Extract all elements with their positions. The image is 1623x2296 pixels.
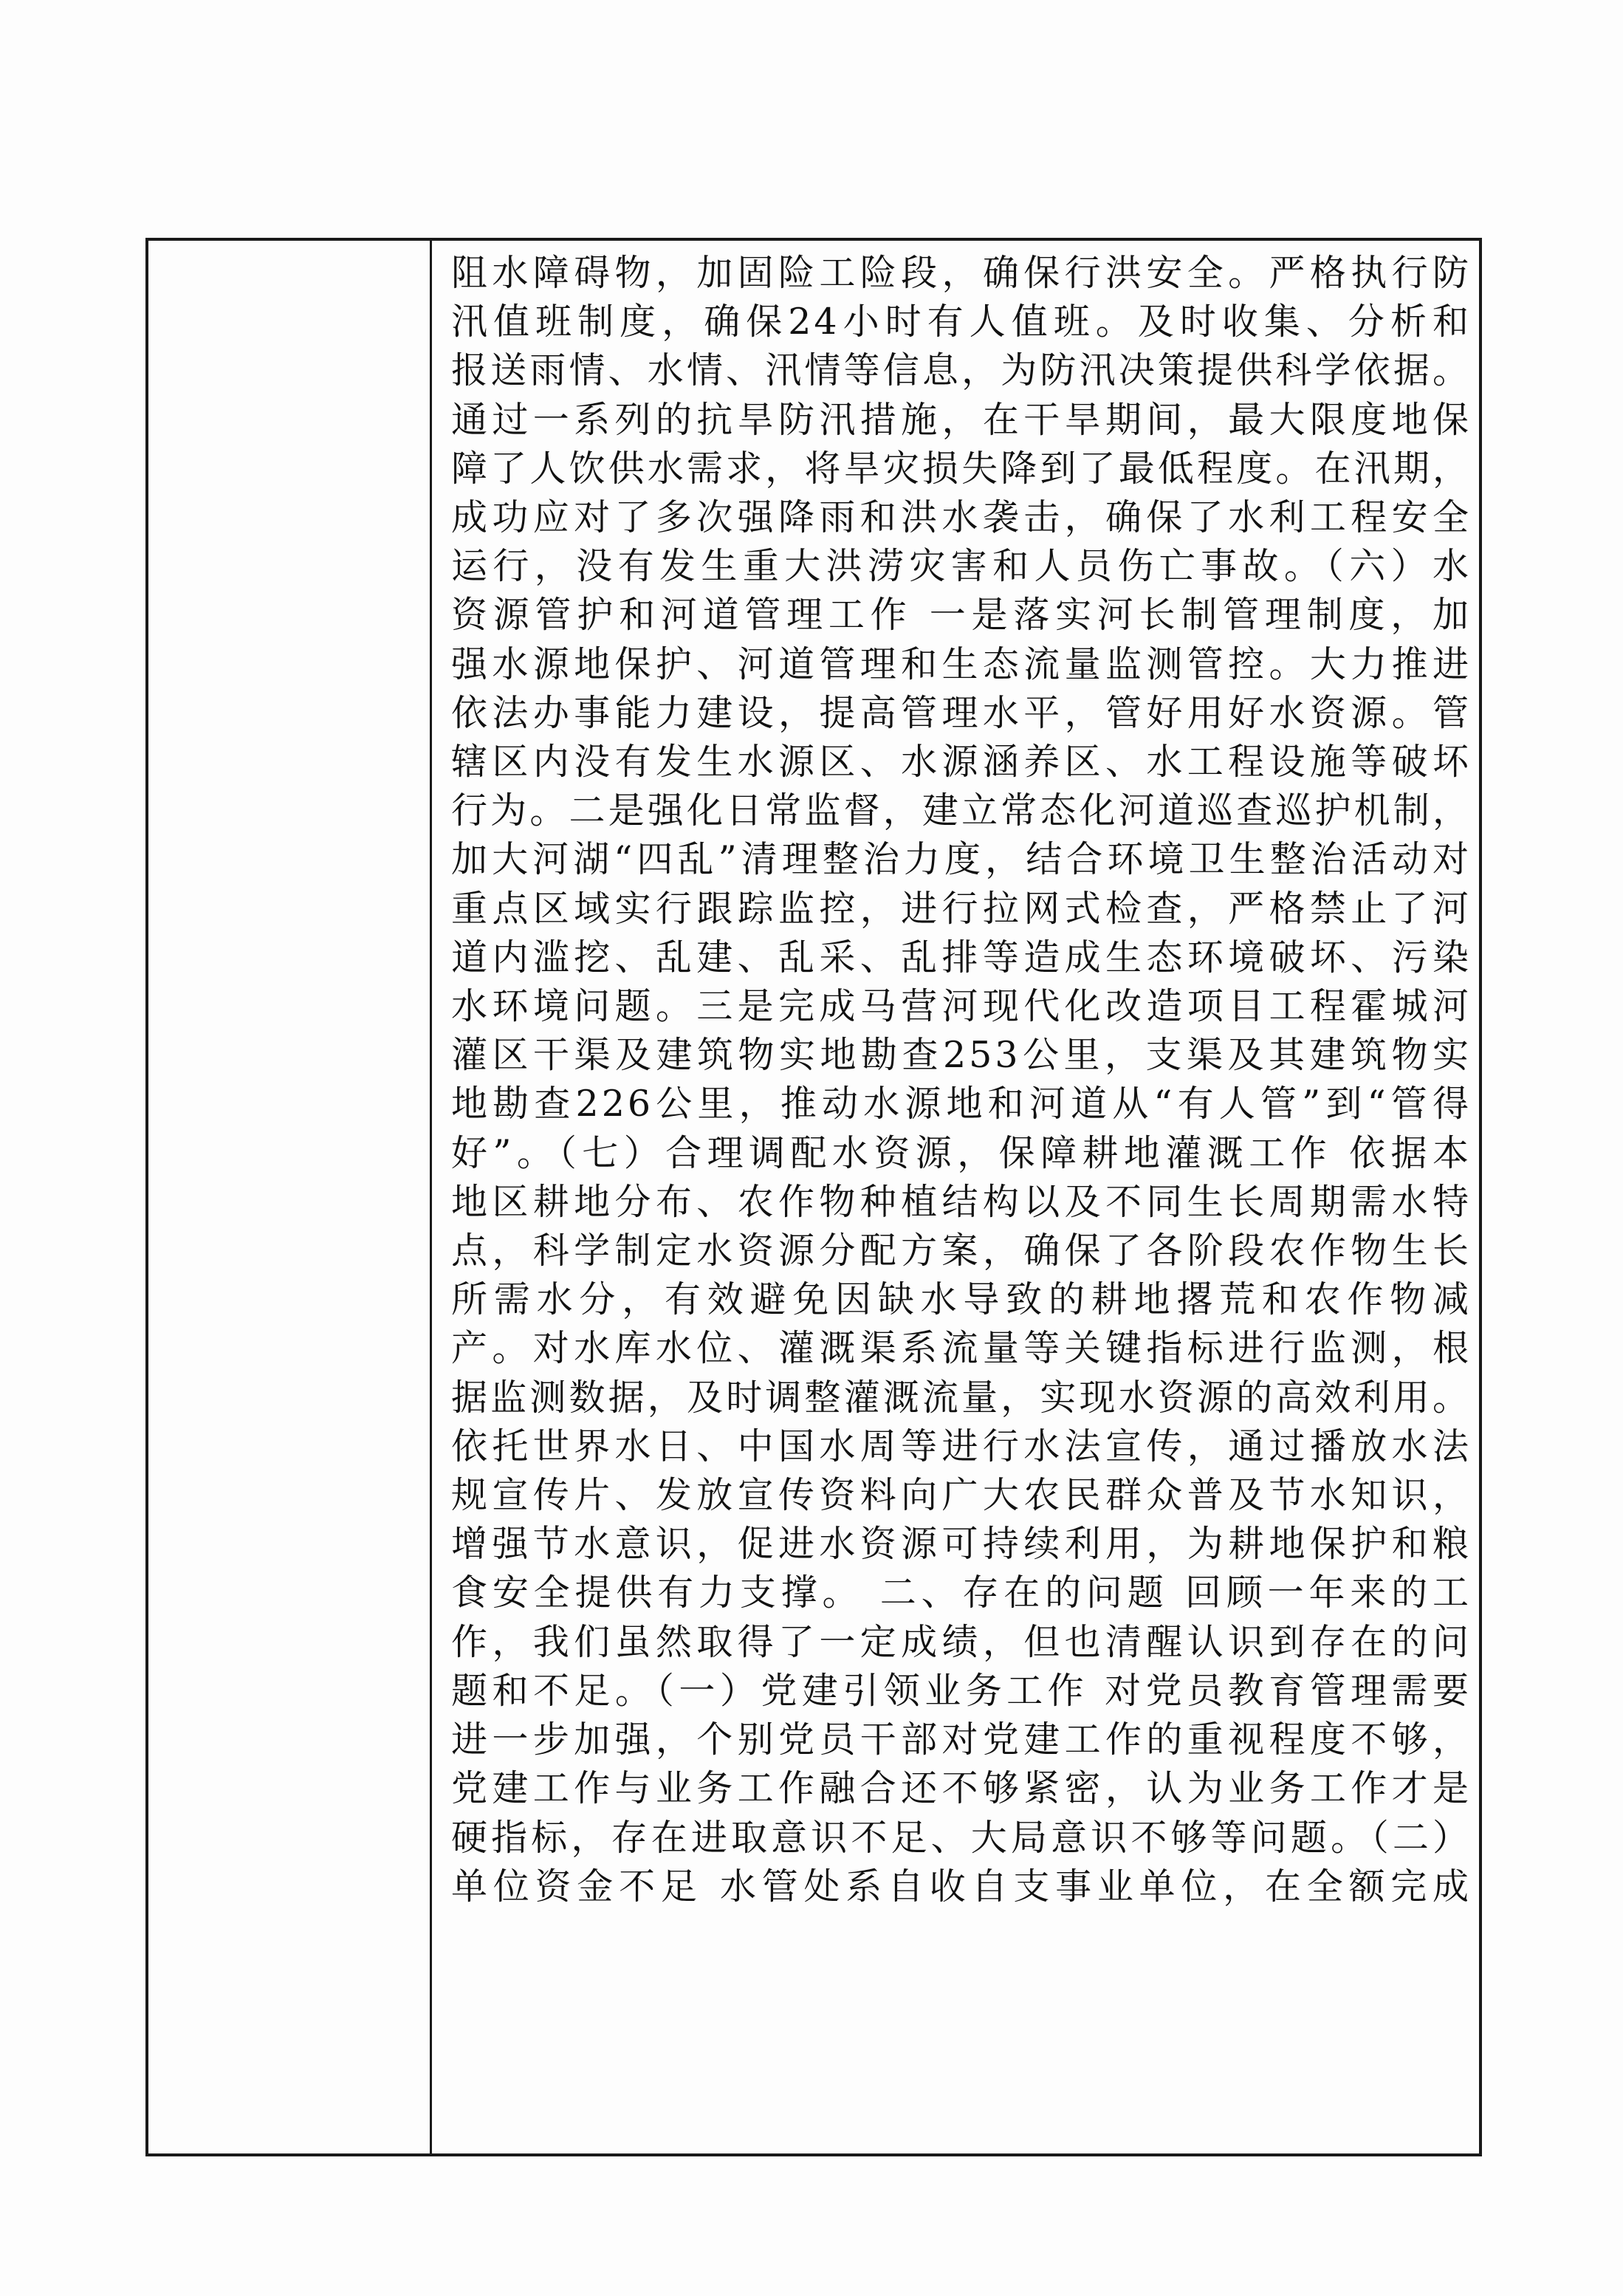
text-line: 规宣传片、发放宣传资料向广大农民群众普及节水知识， (451, 1474, 1472, 1517)
text-line: 单位资金不足 水管处系自收自支事业单位，在全额完成 (451, 1865, 1472, 1908)
text-line: 所需水分，有效避免因缺水导致的耕地撂荒和农作物减 (451, 1278, 1472, 1321)
text-line: 障了人饮供水需求，将旱灾损失降到了最低程度。在汛期， (451, 447, 1472, 490)
text-line: 地区耕地分布、农作物种植结构以及不同生长周期需水特 (451, 1180, 1472, 1223)
text-line: 食安全提供有力支撑。 二、存在的问题 回顾一年来的工 (451, 1572, 1472, 1614)
text-line: 依法办事能力建设，提高管理水平，管好用好水资源。管 (451, 691, 1472, 734)
text-line: 运行，没有发生重大洪涝灾害和人员伤亡事故。（六）水 (451, 545, 1472, 588)
text-line: 水环境问题。三是完成马营河现代化改造项目工程霍城河 (451, 985, 1472, 1028)
content-column-cell (432, 241, 1479, 2153)
body-paragraph (451, 249, 1472, 1911)
text-line: 灌区干渠及建筑物实地勘查253公里，支渠及其建筑物实 (451, 1034, 1472, 1077)
text-line: 重点区域实行跟踪监控，进行拉网式检查，严格禁止了河 (451, 887, 1472, 930)
text-line: 点，科学制定水资源分配方案，确保了各阶段农作物生长 (451, 1230, 1472, 1272)
text-line: 报送雨情、水情、汛情等信息，为防汛决策提供科学依据。 (451, 349, 1472, 392)
text-line: 辖区内没有发生水源区、水源涵养区、水工程设施等破坏 (451, 741, 1472, 784)
text-line: 依托世界水日、中国水周等进行水法宣传，通过播放水法 (451, 1425, 1472, 1467)
text-line: 地勘查226公里，推动水源地和河道从“有人管”到“管得 (451, 1083, 1472, 1125)
text-line: 强水源地保护、河道管理和生态流量监测管控。大力推进 (451, 642, 1472, 685)
text-line: 硬指标，存在进取意识不足、大局意识不够等问题。（二） (451, 1816, 1472, 1859)
label-column-cell (148, 241, 432, 2153)
text-line: 资源管护和河道管理工作 一是落实河长制管理制度，加 (451, 594, 1472, 637)
form-table (145, 238, 1482, 2156)
text-line: 题和不足。（一）党建引领业务工作 对党员教育管理需要 (451, 1669, 1472, 1712)
text-line: 通过一系列的抗旱防汛措施，在干旱期间，最大限度地保 (451, 398, 1472, 441)
text-line: 增强节水意识，促进水资源可持续利用，为耕地保护和粮 (451, 1523, 1472, 1566)
text-line: 进一步加强，个别党员干部对党建工作的重视程度不够， (451, 1718, 1472, 1761)
text-line: 据监测数据，及时调整灌溉流量，实现水资源的高效利用。 (451, 1376, 1472, 1419)
text-line: 党建工作与业务工作融合还不够紧密，认为业务工作才是 (451, 1767, 1472, 1810)
text-line: 道内滥挖、乱建、乱采、乱排等造成生态环境破坏、污染 (451, 936, 1472, 979)
text-line: 产。对水库水位、灌溉渠系流量等关键指标进行监测，根 (451, 1327, 1472, 1370)
text-line: 行为。二是强化日常监督，建立常态化河道巡查巡护机制， (451, 789, 1472, 832)
text-line: 成功应对了多次强降雨和洪水袭击，确保了水利工程安全 (451, 496, 1472, 539)
text-line: 作，我们虽然取得了一定成绩，但也清醒认识到存在的问 (451, 1620, 1472, 1663)
text-line: 加大河湖“四乱”清理整治力度，结合环境卫生整治活动对 (451, 838, 1472, 881)
text-line: 阻水障碍物，加固险工险段，确保行洪安全。严格执行防 (451, 252, 1472, 294)
text-line: 好”。（七）合理调配水资源，保障耕地灌溉工作 依据本 (451, 1131, 1472, 1174)
text-line: 汛值班制度，确保24小时有人值班。及时收集、分析和 (451, 301, 1472, 343)
